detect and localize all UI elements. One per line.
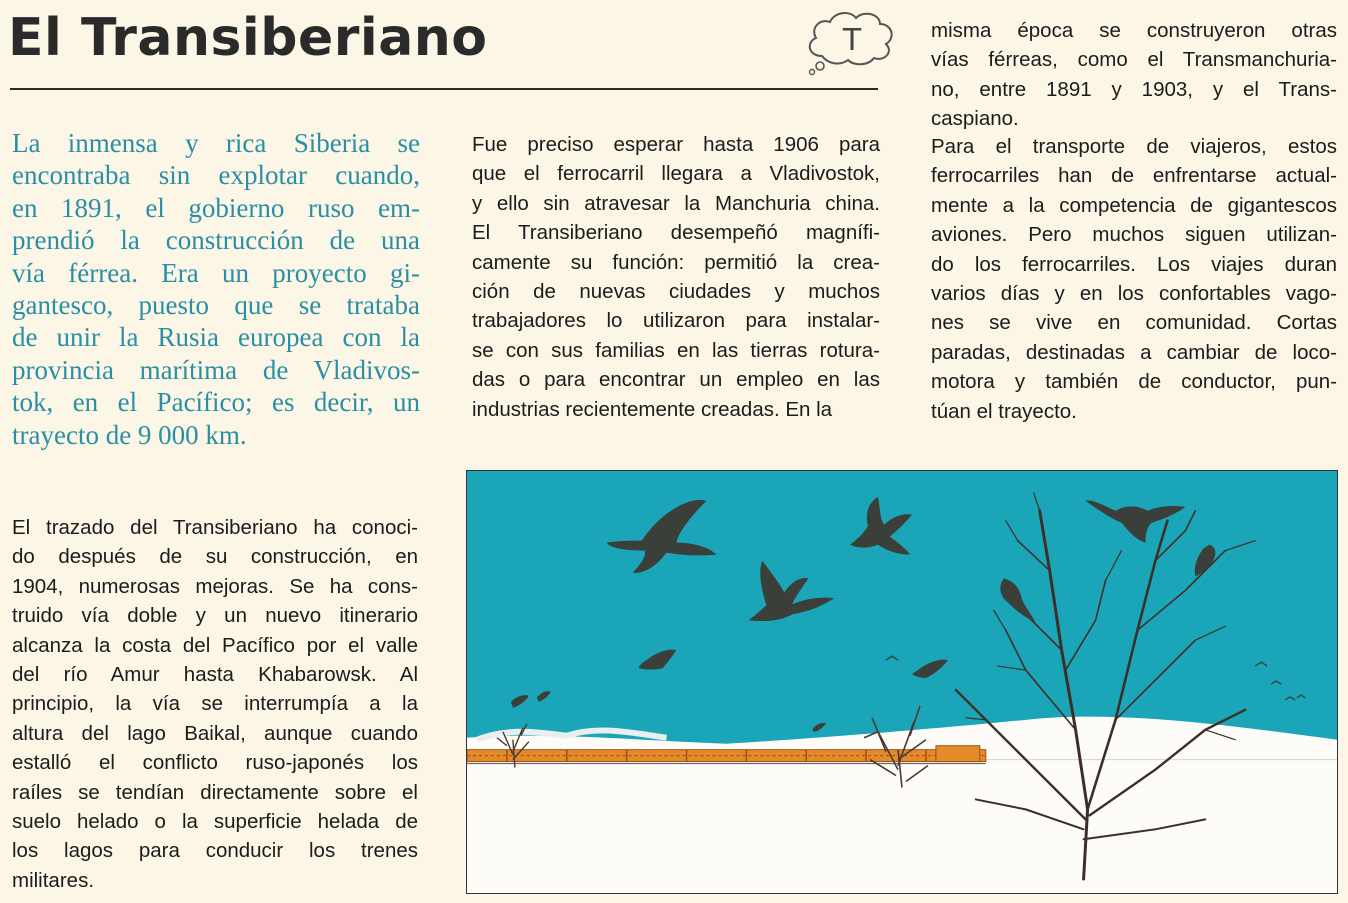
text-line: La inmensa y rica Siberia se [12, 128, 420, 158]
text-line: truido vía doble y un nuevo itinerario [12, 604, 418, 628]
paragraph-vladivostok [472, 130, 880, 424]
text-line: trabajadores lo utilizaron para instalar- [472, 309, 880, 333]
text-line: que el ferrocarril llegara a Vladivostok, [472, 162, 880, 186]
paragraph-trazado [12, 513, 418, 895]
text-line: Para el transporte de viajeros, estos [931, 135, 1337, 158]
text-line: suelo helado o la superficie helada de [12, 810, 418, 834]
text-line: principio, la vía se interrumpía a la [12, 692, 418, 716]
text-line: El Transiberiano desempeñó magnífi- [472, 221, 880, 245]
text-line: ferrocarriles han de enfrentarse actual- [931, 164, 1337, 188]
text-line: Fue preciso esperar hasta 1906 para [472, 133, 880, 156]
text-line: prendió la construcción de una [12, 225, 420, 256]
text-line: aviones. Pero muchos siguen utilizan- [931, 223, 1337, 247]
text-line: en 1891, el gobierno ruso em- [12, 192, 420, 223]
text-line: vía férrea. Era un proyecto gi- [12, 257, 420, 288]
text-line: industrias recientemente creadas. En la [472, 397, 833, 421]
paragraph-viajeros [931, 132, 1337, 426]
text-line: do los ferrocarriles. Los viajes duran [931, 252, 1337, 276]
text-line: alcanza la costa del Pacífico por el valle [12, 633, 418, 657]
text-line: provincia marítima de Vladivos- [12, 354, 420, 385]
text-line: altura del lago Baikal, aunque cuando [12, 721, 418, 745]
locomotive [936, 746, 980, 762]
text-line: no, entre 1891 y 1903, y el Trans- [931, 77, 1337, 101]
text-line: motora y también de conductor, pun- [931, 370, 1337, 394]
text-line: nes se vive en comunidad. Cortas [931, 311, 1337, 335]
thought-cloud-icon [800, 6, 900, 76]
text-line: trayecto de 9 000 km. [12, 419, 247, 450]
text-line: del río Amur hasta Khabarowsk. Al [12, 663, 418, 687]
text-line: varios días y en los confortables vago- [931, 282, 1337, 306]
intro-paragraph [12, 127, 420, 451]
text-line: El trazado del Transiberiano ha conoci- [12, 516, 418, 539]
text-line: ción de nuevas ciudades y muchos [472, 280, 880, 304]
siberian-landscape-illustration [466, 470, 1338, 894]
text-line: estalló el conflicto ruso-japonés los [12, 751, 418, 775]
badge-letter: T [842, 23, 862, 58]
page-title: El Transiberiano [8, 8, 488, 68]
text-line: de unir la Rusia europea con la [12, 322, 420, 353]
text-line: raíles se tendían directamente sobre el [12, 780, 418, 804]
text-line: encontraba sin explotar cuando, [12, 160, 420, 191]
text-line: paradas, destinadas a cambiar de loco- [931, 340, 1337, 364]
text-line: militares. [12, 868, 95, 892]
text-line: los lagos para conducir los trenes [12, 839, 418, 863]
title-rule [10, 88, 878, 90]
text-line: das o para encontrar un empleo en las [472, 368, 880, 392]
text-line: tok, en el Pacífico; es decir, un [12, 387, 420, 418]
text-line: túan el trayecto. [931, 399, 1077, 423]
text-line: y ello sin atravesar la Manchuria china. [472, 191, 880, 215]
text-line: se con sus familias en las tierras rotura- [472, 338, 880, 362]
text-line: camente su función: permitió la crea- [472, 250, 880, 274]
text-line: mente a la competencia de gigantescos [931, 193, 1337, 217]
snow-field [467, 717, 1337, 893]
text-line: 1904, numerosas mejoras. Se ha cons- [12, 574, 418, 598]
text-line: caspiano. [931, 107, 1019, 131]
text-line: gantesco, puesto que se trataba [12, 290, 420, 321]
text-line: vías férreas, como el Transmanchuria- [931, 48, 1337, 72]
paragraph-otras-vias [931, 16, 1337, 134]
text-line: do después de su construcción, en [12, 545, 418, 569]
text-line: misma época se construyeron otras [931, 19, 1337, 42]
